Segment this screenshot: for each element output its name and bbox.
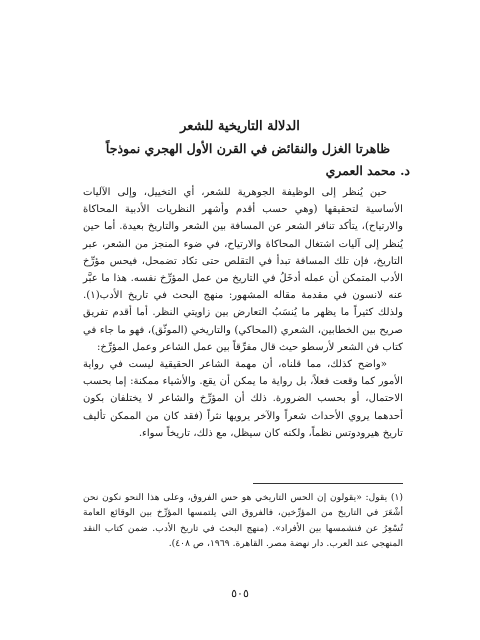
footnote — [83, 490, 403, 552]
paragraph: «واضح كذلك، مما قلناه، أن مهمة الشاعر الحقيقية ليست في رواية الأمور كما وقعت فعلاً، بل رواية ما يمكن أن يقع. والأشياء ممكنة: إما بحسب الاحتمال، أو بحسب الضرورة. ذلك أن المؤرِّخ والشاعر لا يختلفان بكون أحدهما يروي الأحداث شعراً والآخر يرويها نثراً (فقد كان من الممكن تأليف تاريخ هيرودوتس نظماً، ولكنه كان سيظل، مع ذلك، تاريخاً سواء. — [83, 359, 403, 439]
paragraph: حين يُنظر إلى الوظيفة الجوهرية للشعر، أي التخييل، وإلى الآليات الأساسية لتحقيقها (وهي حسب أقدم وأشهر النظريات الأدبية المحاكاة والارتياح)، يتأكد تنافر الشعر عن المسافة بين الشعر والتاريخ بعيدة. أما حين يُنظر إلى آليات اشتغال المحاكاة والارتياح، في ضوء المنجز من الشعر، عبر التاريخ، فإن تلك المسافة تبدأ في التقلص حتى تكاد تضمحل، فيحس مؤرِّخ الأدب المتمكن أن عمله أدخَلُ في التاريخ من عمل المؤرِّخ نفسه. هذا ما عبَّر عنه لانسون في مقدمة مقاله المشهور: منهج البحث في تاريخ الأدب(١). ولذلك كثيراً ما يظهر ما يُنسَبُ التعارض بين زاويتي النظر. أما أقدم تفريق صريح بين الخطابين، الشعري (المحاكي) والتاريخي (الموثّق)، فهو ما جاء في كتاب فن الشعر لأرسطو حيث قال مفرِّقاً بين عمل الشاعر وعمل المؤرِّخ: — [83, 187, 403, 353]
body-text — [83, 184, 403, 442]
footnote-text: (١) يقول: «يقولون إن الحس التاريخي هو حس الفروق، وعلى هذا النحو نكون نحن أشْعَرَ في التاريخ من المؤرِّخين، فالفروق التي يلتمسها المؤرِّخ بين الوقائع العامة تُسْعِرُ عن فنشمسها بين الأفراد». (منهج البحث في تاريخ الأدب. ضمن كتاب النقد المنهجي عند العرب. دار نهضة مصر. القاهرة. ١٩٦٩، ص ٤٠٨). — [83, 492, 403, 550]
author-name: د. محمد العمري — [325, 163, 410, 178]
page-number: ٥٠٥ — [231, 587, 249, 600]
document-subtitle: ظاهرتا الغزل والنقائض في القرن الأول الهجري نموذجاً — [105, 141, 391, 156]
footnote-separator — [253, 483, 403, 484]
document-title: الدلالة التاريخية للشعر — [180, 119, 300, 134]
